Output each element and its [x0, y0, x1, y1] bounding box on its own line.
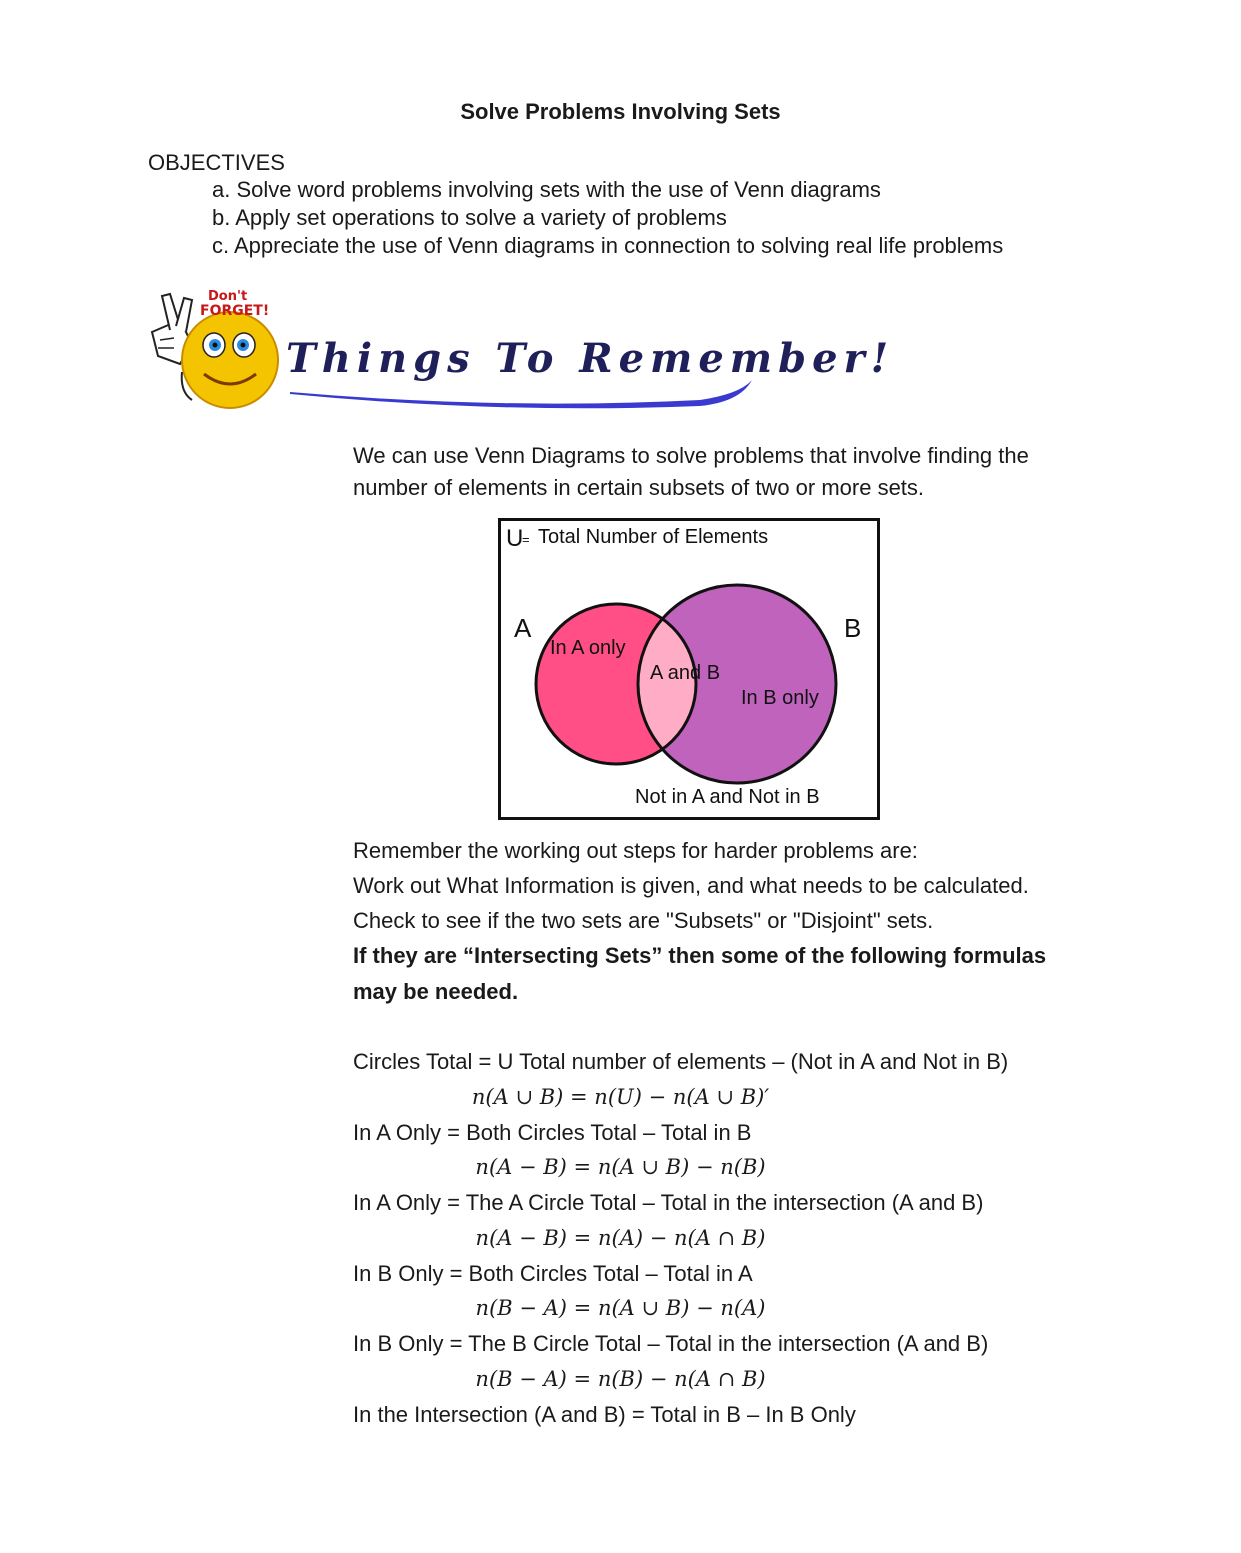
objective-item: c. Appreciate the use of Venn diagrams in connection to solving real life problems: [212, 233, 1004, 258]
neither-label: Not in A and Not in B: [635, 786, 820, 808]
formula-label: In B Only = Both Circles Total – Total in A: [353, 1261, 753, 1286]
formula: n(B − A) = n(A ∪ B) − n(A): [475, 1296, 766, 1320]
bold-note: may be needed.: [353, 979, 519, 1004]
venn-diagram: [498, 518, 880, 820]
formula-label: In B Only = The B Circle Total – Total in the intersection (A and B): [353, 1331, 989, 1356]
step-line: Remember the working out steps for harder problems are:: [353, 838, 918, 863]
intro-line: We can use Venn Diagrams to solve problems that involve finding the: [353, 443, 1029, 468]
universe-symbol: U: [506, 525, 524, 552]
formula: n(A − B) = n(A ∪ B) − n(B): [475, 1155, 766, 1179]
formula: n(A ∪ B) = n(U) − n(A ∪ B)′: [471, 1085, 770, 1109]
dont-text: Don't: [208, 289, 248, 304]
objective-item: a. Solve word problems involving sets with the use of Venn diagrams: [212, 177, 881, 202]
smiley-icon: [182, 312, 278, 408]
universe-equals: =: [522, 532, 530, 547]
objective-item: b. Apply set operations to solve a variety of problems: [212, 205, 727, 230]
forget-text: FORGET!: [200, 303, 270, 319]
intro-line: number of elements in certain subsets of two or more sets.: [353, 475, 925, 500]
intersection-label: A and B: [650, 662, 721, 684]
formula: n(A − B) = n(A) − n(A ∩ B): [475, 1226, 766, 1250]
step-line: Check to see if the two sets are "Subsets" or "Disjoint" sets.: [353, 908, 934, 933]
formula-label: In A Only = Both Circles Total – Total in B: [353, 1120, 752, 1145]
page-title: Solve Problems Involving Sets: [460, 99, 781, 124]
formula-label: In A Only = The A Circle Total – Total in the intersection (A and B): [353, 1190, 984, 1215]
a-only-label: In A only: [550, 637, 626, 659]
formula-label: Circles Total = U Total number of elements – (Not in A and Not in B): [353, 1049, 1009, 1074]
objectives-heading: OBJECTIVES: [148, 150, 285, 175]
final-line: In the Intersection (A and B) = Total in B – In B Only: [353, 1402, 856, 1427]
set-a-label: A: [514, 613, 532, 643]
swoosh-underline: [290, 380, 752, 408]
things-to-remember-banner: [140, 282, 895, 412]
step-line: Work out What Information is given, and what needs to be calculated.: [353, 873, 1029, 898]
bold-note: If they are “Intersecting Sets” then some of the following formulas: [353, 943, 1047, 968]
b-only-label: In B only: [741, 687, 819, 709]
universe-label: Total Number of Elements: [538, 526, 769, 548]
banner-text: Things To Remember!: [286, 335, 895, 382]
set-b-label: B: [844, 613, 862, 643]
formula: n(B − A) = n(B) − n(A ∩ B): [475, 1367, 766, 1391]
